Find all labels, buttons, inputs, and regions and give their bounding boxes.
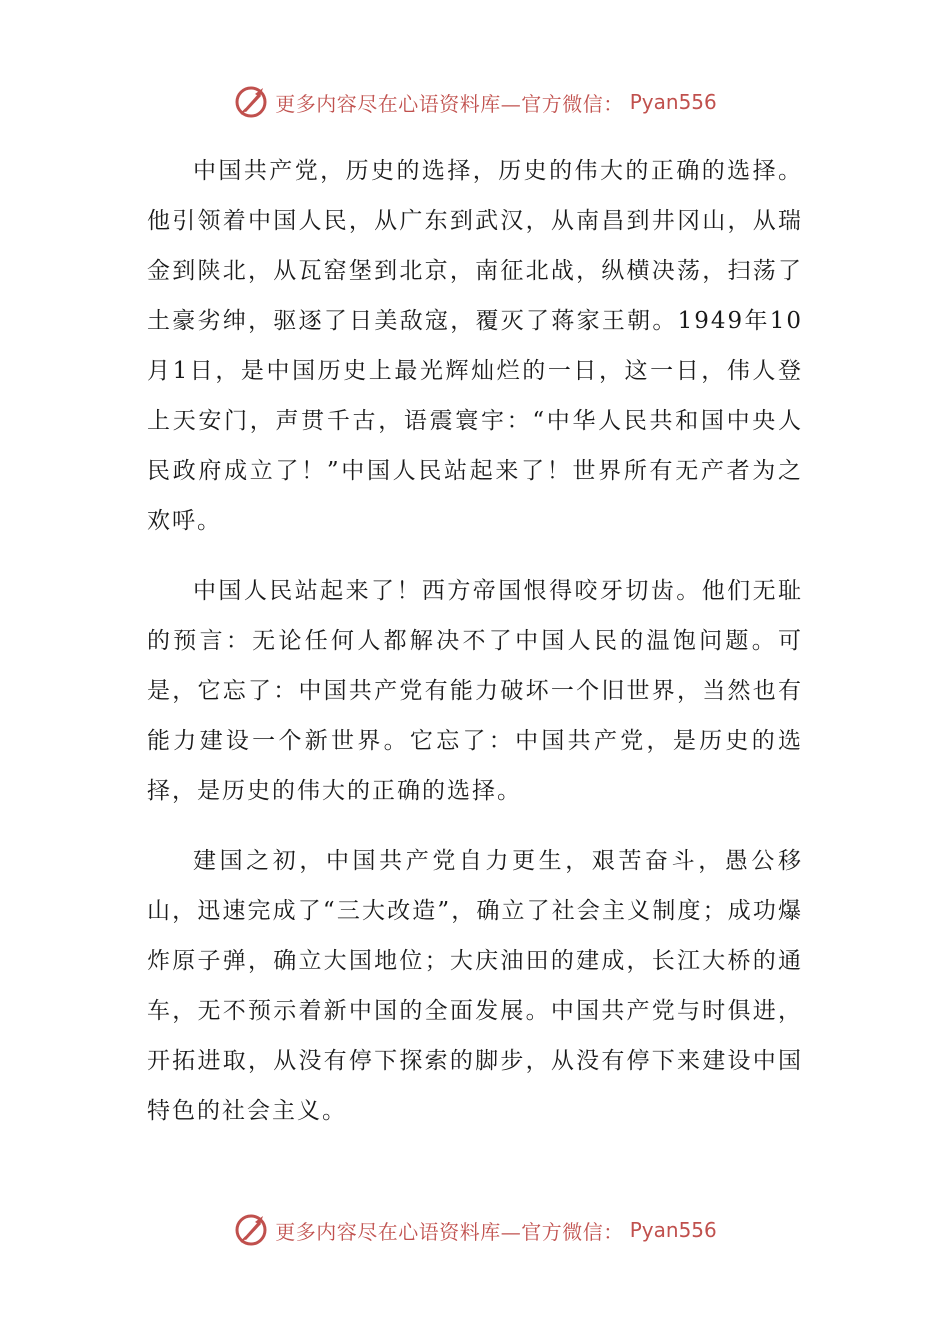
wechat-id: Pyan556	[629, 90, 717, 114]
quill-logo-icon	[233, 84, 269, 120]
banner-text: 更多内容尽在心语资料库—官方微信：	[275, 1219, 624, 1244]
quill-logo-icon	[233, 1212, 269, 1248]
document-body	[147, 146, 803, 1156]
paragraph: 中国人民站起来了！西方帝国恨得咬牙切齿。他们无耻的预言：无论任何人都解决不了中国人民的温饱问题。可是，它忘了：中国共产党有能力破坏一个旧世界，当然也有能力建设一个新世界。它忘了：中国共产党，是历史的选择，是历史的伟大的正确的选择。	[147, 578, 803, 804]
paragraph: 中国共产党，历史的选择，历史的伟大的正确的选择。他引领着中国人民，从广东到武汉，从南昌到井冈山，从瑞金到陕北，从瓦窑堡到北京，南征北战，纵横决荡，扫荡了土豪劣绅，驱逐了日美敌寇，覆灭了蒋家王朝。1949年10月1日，是中国历史上最光辉灿烂的一日，这一日，伟人登上天安门，声贯千古，语震寰宇：“中华人民共和国中央人民政府成立了！”中国人民站起来了！世界所有无产者为之欢呼。	[147, 158, 803, 534]
wechat-id: Pyan556	[629, 1218, 717, 1242]
paragraph: 建国之初，中国共产党自力更生，艰苦奋斗，愚公移山，迅速完成了“三大改造”，确立了社会主义制度；成功爆炸原子弹，确立大国地位；大庆油田的建成，长江大桥的通车，无不预示着新中国的全面发展。中国共产党与时俱进，开拓进取，从没有停下探索的脚步，从没有停下来建设中国特色的社会主义。	[147, 848, 803, 1124]
header-banner	[0, 82, 950, 122]
footer-banner	[0, 1210, 950, 1250]
banner-text: 更多内容尽在心语资料库—官方微信：	[275, 91, 624, 116]
